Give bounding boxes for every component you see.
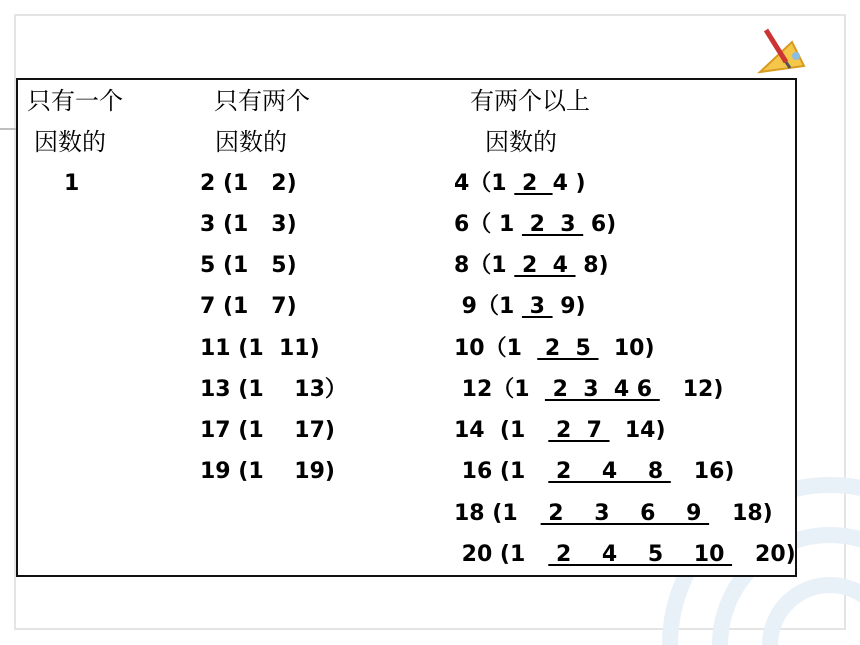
two-factor-row: 7 (1 7): [200, 294, 297, 319]
header-more-factors-line2: 因数的: [485, 128, 557, 156]
two-factor-row: 11 (1 11): [200, 336, 320, 361]
middle-factors: 3: [521, 294, 553, 319]
factor-prefix: 4（1: [454, 171, 515, 196]
two-factor-row: 19 (1 19): [200, 459, 335, 484]
two-factor-row: 2 (1 2): [200, 171, 297, 196]
multi-factor-row: [454, 459, 734, 485]
factor-prefix: 20 (1: [454, 542, 549, 567]
factor-suffix: 8): [575, 253, 609, 278]
factor-prefix: 9（1: [454, 294, 522, 319]
multi-factor-row: [454, 171, 586, 197]
header-one-factor-line2: 因数的: [34, 128, 106, 156]
multi-factor-row: [454, 336, 655, 362]
factor-suffix: 9): [552, 294, 586, 319]
factor-suffix: 14): [609, 418, 666, 443]
factor-suffix: 18): [709, 501, 773, 526]
header-two-factors-line2: 因数的: [215, 128, 287, 156]
factor-prefix: 6（ 1: [454, 212, 522, 237]
factor-prefix: 16 (1: [454, 459, 549, 484]
middle-factors: 2 3 4 6: [544, 377, 660, 402]
middle-factors: 2 3: [521, 212, 584, 237]
middle-factors: 2: [514, 171, 553, 196]
middle-factors: 2 4: [514, 253, 576, 278]
middle-factors: 2 7: [548, 418, 610, 443]
header-two-factors-line1: 只有两个: [214, 87, 310, 115]
factor-prefix: 8（1: [454, 253, 515, 278]
factor-prefix: 18 (1: [454, 501, 541, 526]
multi-factor-row: [454, 418, 666, 444]
two-factor-row: 13 (1 13）: [200, 377, 347, 402]
two-factor-row: 17 (1 17): [200, 418, 335, 443]
factor-suffix: 4 ): [552, 171, 586, 196]
multi-factor-row: [454, 253, 609, 279]
two-factor-row: 5 (1 5): [200, 253, 297, 278]
factor-prefix: 10（1: [454, 336, 538, 361]
pencil-logo-icon: [752, 22, 812, 80]
one-factor-number: 1: [64, 171, 80, 196]
header-one-factor-line1: 只有一个: [27, 87, 123, 115]
factor-suffix: 20): [732, 542, 796, 567]
middle-factors: 2 5: [537, 336, 599, 361]
multi-factor-row: [454, 377, 723, 403]
factor-prefix: 12（1: [454, 377, 545, 402]
header-more-factors-line1: 有两个以上: [470, 87, 590, 115]
factor-suffix: 12): [659, 377, 724, 402]
middle-factors: 2 3 6 9: [540, 501, 710, 526]
multi-factor-row: [454, 294, 586, 320]
middle-factors: 2 4 5 10: [548, 542, 733, 567]
factor-prefix: 14 (1: [454, 418, 549, 443]
multi-factor-row: [454, 501, 773, 527]
factor-suffix: 10): [598, 336, 655, 361]
multi-factor-row: [454, 542, 796, 568]
factor-suffix: 16): [670, 459, 735, 484]
factor-suffix: 6): [583, 212, 617, 237]
multi-factor-row: [454, 212, 616, 238]
two-factor-row: 3 (1 3): [200, 212, 297, 237]
middle-factors: 2 4 8: [548, 459, 671, 484]
